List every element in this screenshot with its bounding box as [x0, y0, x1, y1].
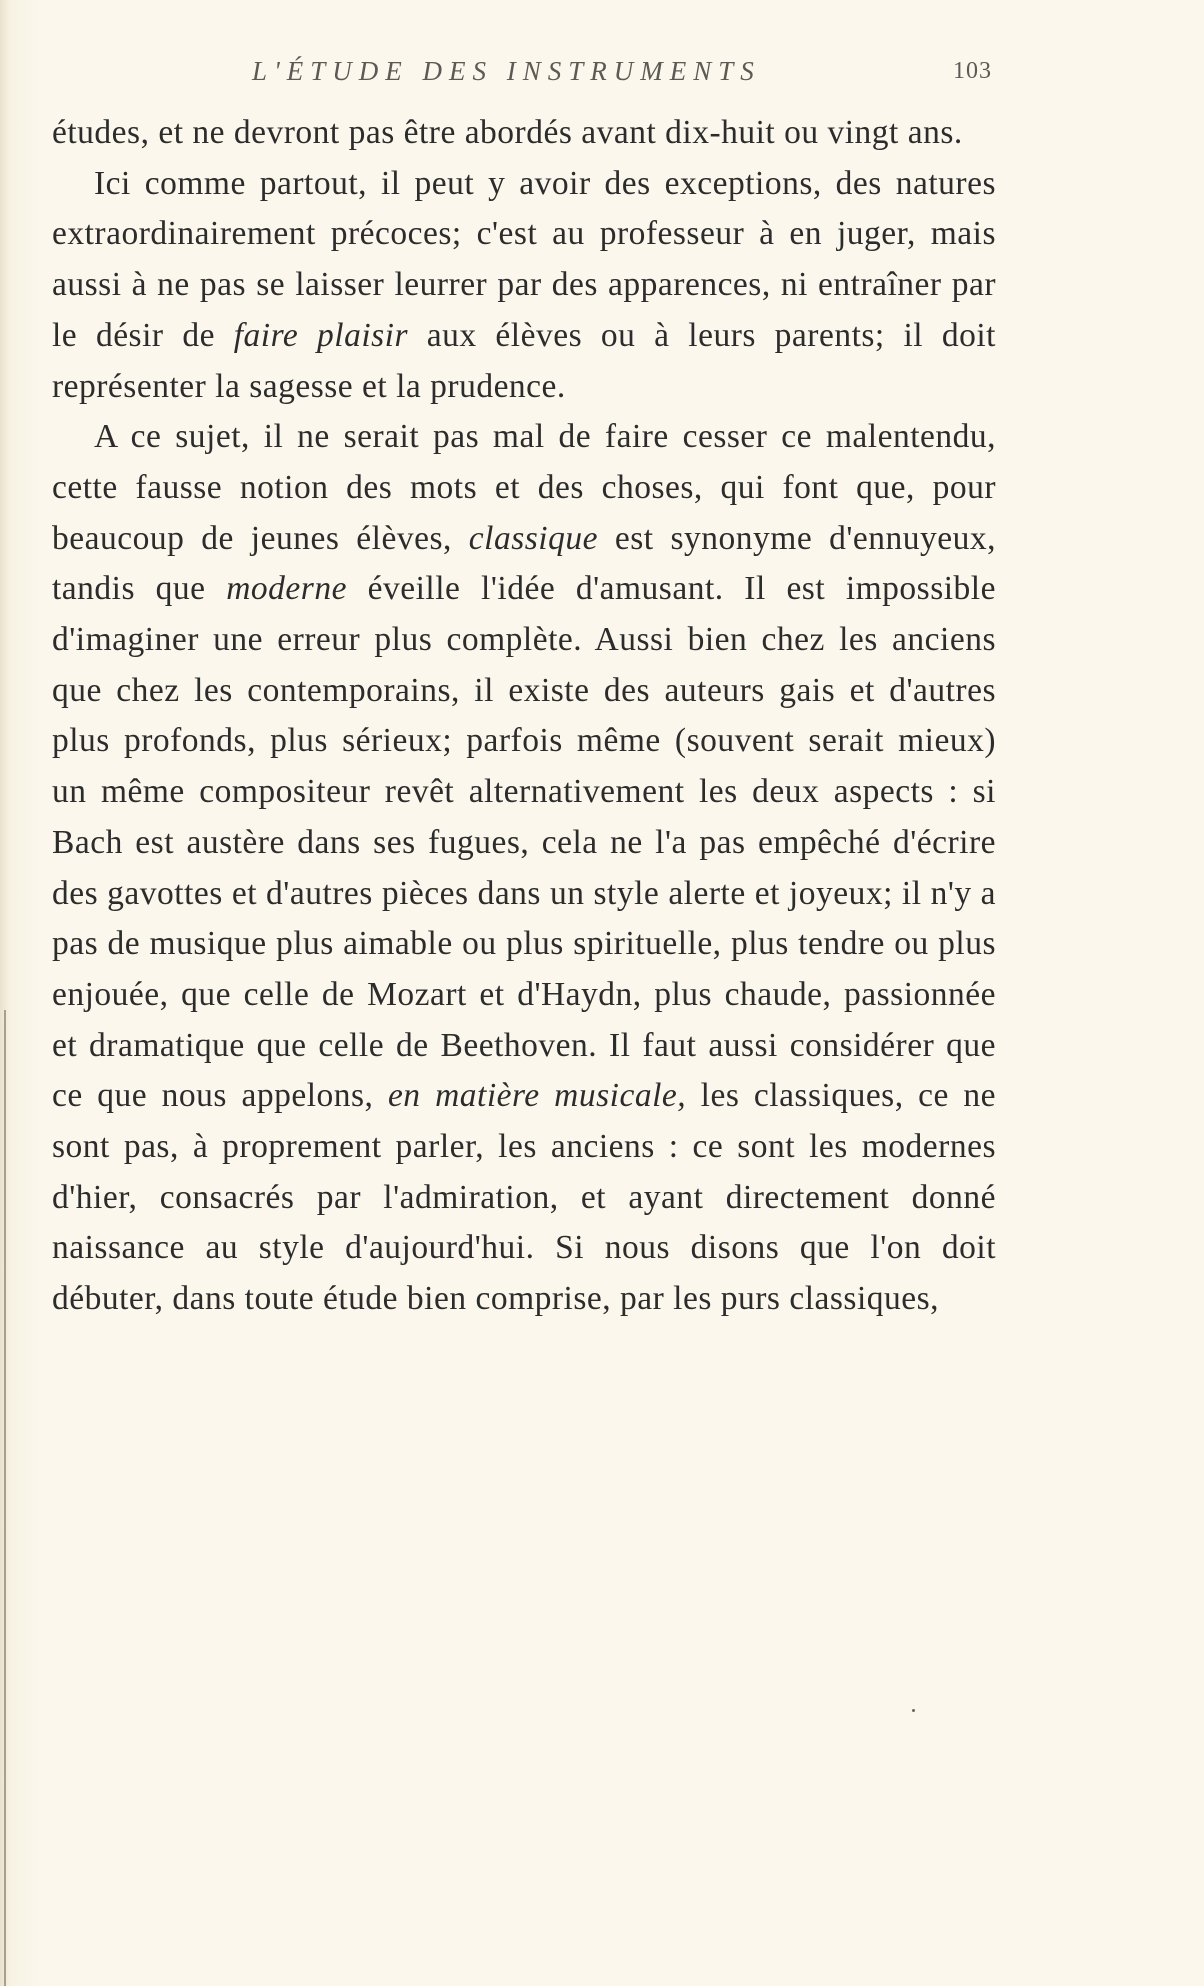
- paragraph: [52, 159, 996, 413]
- page-edge-line: [4, 1010, 6, 1986]
- text-segment: A ce sujet, il ne serait pas mal de faire cesser ce malentendu, cette fausse notion des mots et des choses, qui font que, pour beaucoup de jeunes élèves,: [52, 418, 996, 557]
- text-segment: est synonyme d'ennuyeux, tandis que: [52, 519, 996, 608]
- text-segment: Ici comme partout, il peut y avoir des exceptions, des natures extraordinairement précoces; c'est au professeur à en juger, mais aussi à ne pas se laisser leurrer par des apparences, ni entraîner par le désir de: [52, 164, 996, 354]
- paragraph: [52, 108, 996, 159]
- italic-phrase: faire plaisir: [233, 316, 409, 354]
- italic-phrase: moderne: [226, 570, 347, 608]
- text-segment: les classiques, ce ne sont pas, à proprement parler, les anciens : ce sont les modernes d'hier, consacrés par l'admiration, et ayant directement donné naissance au style d'aujourd'hui. Si nous disons que l'on doit débuter, dans toute étude bien comprise, par les purs classiques,: [52, 1077, 996, 1318]
- text-segment: éveille l'idée d'amusant. Il est impossible d'imaginer une erreur plus complète. Aussi bien chez les anciens que chez les contemporains, il existe des auteurs gais et d'autres plus profonds, plus sérieux; parfois même (souvent serait mieux) un même compositeur revêt alternativement les deux aspects : si Bach est austère dans ses fugues, cela ne l'a pas empêché d'écrire des gavottes et d'autres pièces dans un style alerte et joyeux; il n'y a pas de musique plus aimable ou plus spirituelle, plus tendre ou plus enjouée, que celle de Mozart et d'Haydn, plus chaude, passionnée et dramatique que celle de Beethoven. Il faut aussi considérer que ce que nous appelons,: [52, 570, 996, 1115]
- text-segment: aux élèves ou à leurs parents; il doit représenter la sagesse et la prudence.: [52, 316, 996, 405]
- page-number: 103: [953, 58, 992, 84]
- print-speck: [912, 1709, 915, 1712]
- italic-phrase: classique: [468, 519, 598, 557]
- body-text: [52, 108, 996, 1325]
- page-header: [252, 56, 992, 96]
- running-title: L'ÉTUDE DES INSTRUMENTS: [252, 56, 761, 86]
- paragraph: [52, 412, 996, 1325]
- italic-phrase: en matière musicale,: [387, 1077, 687, 1115]
- text-segment: études, et ne devront pas être abordés avant dix-huit ou vingt ans.: [52, 114, 963, 151]
